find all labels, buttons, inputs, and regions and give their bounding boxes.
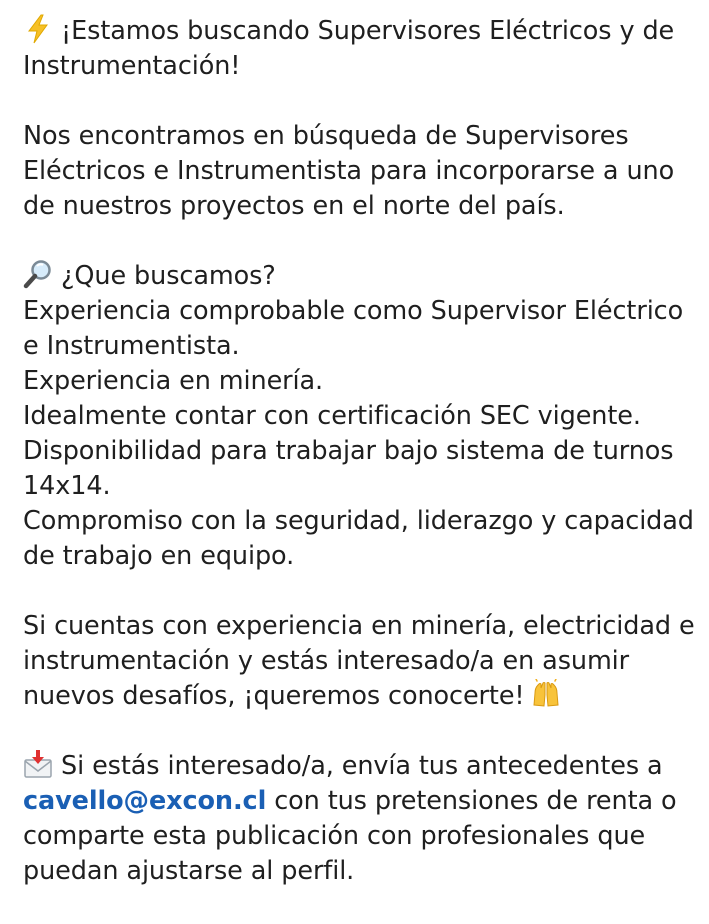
post-title	[23, 14, 695, 84]
contact-line: Si estás interesado/a, envía tus antecedentes a	[61, 751, 663, 781]
requirements-heading: ¿Que buscamos?	[61, 261, 276, 291]
raising-hands-icon	[531, 679, 561, 709]
requirement-line: Experiencia en minería.	[23, 366, 324, 396]
intro-line: Nos encontramos en búsqueda de Supervisores	[23, 121, 629, 151]
contact-line: comparte esta publicación con profesionales que	[23, 821, 646, 851]
intro-line: de nuestros proyectos en el norte del país.	[23, 191, 565, 221]
title-line: ¡Estamos buscando Supervisores Eléctricos y de	[61, 16, 675, 46]
requirement-line: Idealmente contar con certificación SEC vigente.	[23, 401, 641, 431]
requirement-line: Experiencia comprobable como Supervisor Eléctrico	[23, 296, 684, 326]
requirement-line: e Instrumentista.	[23, 331, 240, 361]
requirement-line: de trabajo en equipo.	[23, 541, 295, 571]
intro-paragraph	[23, 119, 695, 224]
requirement-line: Compromiso con la seguridad, liderazgo y capacidad	[23, 506, 694, 536]
requirements-section	[23, 259, 695, 574]
email-link[interactable]: cavello@excon.cl	[23, 786, 267, 816]
contact-line: con tus pretensiones de renta o	[266, 786, 677, 816]
contact-line: puedan ajustarse al perfil.	[23, 856, 355, 886]
closing-line: instrumentación y estás interesado/a en asumir	[23, 646, 630, 676]
closing-line: Si cuentas con experiencia en minería, electricidad e	[23, 611, 695, 641]
closing-paragraph	[23, 609, 695, 714]
requirement-line: Disponibilidad para trabajar bajo sistema de turnos	[23, 436, 674, 466]
requirement-line: 14x14.	[23, 471, 111, 501]
high-voltage-icon	[23, 14, 53, 44]
magnifying-glass-icon	[23, 259, 53, 289]
closing-line: nuevos desafíos, ¡queremos conocerte!	[23, 681, 525, 711]
title-line: Instrumentación!	[23, 51, 241, 81]
job-post	[23, 14, 695, 924]
contact-paragraph	[23, 749, 695, 889]
intro-line: Eléctricos e Instrumentista para incorporarse a uno	[23, 156, 675, 186]
envelope-with-arrow-icon	[23, 749, 53, 779]
